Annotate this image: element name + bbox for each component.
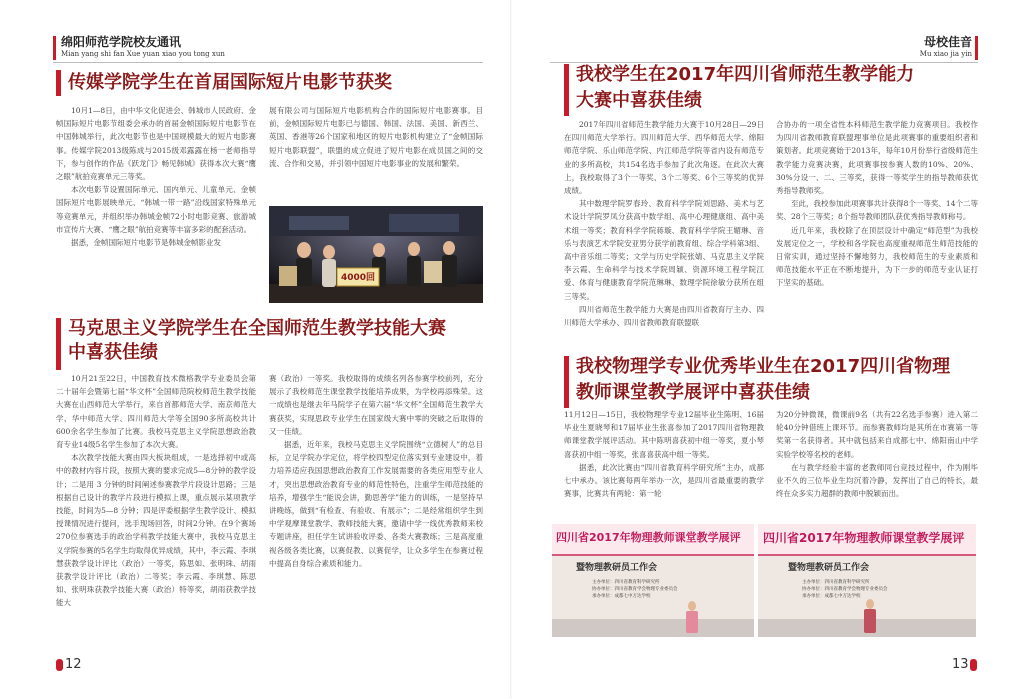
prize-board-text: 4000回 bbox=[340, 273, 376, 283]
article-column bbox=[269, 104, 483, 200]
section-marker bbox=[564, 64, 569, 116]
page-number-marker bbox=[970, 659, 977, 671]
paragraph: 2017年四川省师范生教学能力大赛于10月28日—29日在四川师范大学举行。四川师范大学、西华师范大学、绵阳师范学院、乐山师范学院、内江师范学院等省内设有师范专业的多所高校，共154名选手参加了此次角逐。在此次大赛上，我校取得了3个一等奖、3个二等奖、6个三等奖的优异成绩。 bbox=[564, 120, 764, 196]
banner-organizer: 协办单位：四川省教育学会物理专业委员会 bbox=[802, 587, 888, 592]
banner-organizer: 承办单位：成都七中万达学校 bbox=[592, 594, 651, 599]
header-rule bbox=[53, 62, 483, 63]
banner-organizer: 主办单位：四川省教育科学研究所 bbox=[802, 580, 870, 585]
page-number-marker bbox=[56, 659, 63, 671]
contest-photo-left bbox=[552, 524, 754, 637]
paragraph: 在与教学经验丰富的老教师同台竞技过程中，作为刚毕业不久的三位毕业生均沉着冷静，发挥出了自己的特长，最终在众多实力超群的教师中脱颖而出。 bbox=[776, 462, 978, 499]
article-column bbox=[776, 118, 978, 352]
paragraph: 据悉，此次比赛由“四川省教育科学研究所”主办，成都七中承办。该比赛每两年举办一次，是四川省最重要的教学赛事，比赛共有两轮：第一轮 bbox=[564, 462, 764, 499]
banner-headline: 四川省2017年物理教师课堂教学展评 bbox=[763, 531, 965, 545]
article-title-line2: 教师课堂教学展评中喜获佳绩 bbox=[576, 382, 810, 403]
paragraph: 10月21至22日，中国教育技术微格教学专业委员会第二十届年会暨第七届“华文杯”全国师范院校师范生教学技能大赛在山西师范大学举行，来自首都师范大学、南京师范大学、华中师范大学、四川师范大学等全国90多所高校共计600余名学生参加了比赛。我校马克思主义学院思想政治教育专业14级5名学生参加了本次大赛。 bbox=[56, 374, 256, 450]
article-column bbox=[776, 408, 978, 522]
article-title-line2: 中喜获佳绩 bbox=[68, 342, 158, 363]
paragraph: 赛（政治）一等奖。我校取得的成绩名列各参赛学校前列，充分展示了我校师范生课堂教学技能培养成果，为学校再添殊荣。这一成绩也是继去年马院学子在第六届“华文杯”全国师范生教学大赛获奖，实现思政专业学生在国家级大赛中零的突破之后取得的又一佳绩。 bbox=[269, 374, 483, 436]
banner-organizer: 承办单位：成都七中万达学校 bbox=[802, 594, 861, 599]
section-marker bbox=[564, 356, 569, 408]
paragraph: 为20分钟微课，微课前9名（共有22名选手参赛）进入第二轮40分钟借班上课环节。而参赛教师均是其所在市赛第一等奖第一名获得者。其中就包括来自成都七中、绵阳南山中学实验学校等名校的老师。 bbox=[776, 410, 978, 459]
article-column bbox=[269, 372, 483, 648]
section-subtitle: Mu xiao jia yin bbox=[919, 50, 972, 58]
paragraph: 近几年来，我校除了在顶层设计中确定“师范型”为我校发展定位之一，学校和各学院也高度重视师范生师范技能的日常实训，通过坚持不懈地努力，我校师范生的专业素质和师范技能水平正在不断地提升，为下一步的师范专业认证打下坚实的基础。 bbox=[776, 225, 978, 288]
paragraph: 至此，我校参加此项赛事共计获得8个一等奖、14个二等奖、28个三等奖；8个指导教师团队获优秀指导教师称号。 bbox=[776, 199, 978, 222]
paragraph: 11月12日—15日，我校物理学专业12届毕业生陈明、16届毕业生夏晓琴和17届毕业生张喜参加了2017四川省物理教师课堂教学展评活动。其中陈明喜获初中组一等奖，夏小琴喜获初中组一等奖，张喜喜获高中组一等奖。 bbox=[564, 410, 764, 459]
banner-organizer: 主办单位：四川省教育科学研究所 bbox=[592, 580, 660, 585]
contest-photo-right bbox=[758, 524, 976, 637]
article-title-line2: 大赛中喜获佳绩 bbox=[576, 90, 702, 111]
paragraph: 其中数理学院罗春玲、教育科学学院刘思路、美术与艺术设计学院罗凤分获高中数学组、高中心理健康组、高中美术组一等奖；教育科学学院蒋璇、教育科学学院王媚琳、音乐与表演艺术学院安亚男分获学前教育组、综合学科第3组、高中音乐组二等奖；文学与历史学院张婧、马克思主义学院李云霞、生命科学与技术学院周颖、资源环境工程学院江爱、体育与健康教育学院范琳琳、数理学院徐敏分获所在组三等奖。 bbox=[564, 199, 764, 301]
section-title: 母校佳音 bbox=[923, 35, 972, 49]
page-number: 13 bbox=[952, 657, 969, 672]
award-ceremony-photo bbox=[269, 206, 483, 303]
article-column bbox=[56, 372, 256, 648]
paragraph: 据悉，金帧国际短片电影节是韩城金帧影业发 bbox=[71, 238, 221, 248]
article-title-line1: 马克思主义学院学生在全国师范生教学技能大赛 bbox=[68, 318, 446, 339]
paragraph: 据悉，近年来，我校马克思主义学院围绕“立德树人”的总目标，立足学院办学定位，将学校四型定位落实到专业建设中，着力培养适应我国思想政治教育工作发展需要的各类应用型专业人才，突出思想政治教育专业的师范性特色，注重学生师范技能的培养，增强学生“能说会讲，勤思善学”能力的训练，一是坚持早讲晚练，做到“有检查、有验收、有展示”；二是经常组织学生到中学观摩课堂教学、教师技能大赛，邀请中学一线优秀教师来校专题讲座，担任学生试讲验收评委、各类大赛教练；三是高度重视各级各类比赛，以赛促教、以赛促学，让众多学生在参赛过程中提高自身综合素质和能力。 bbox=[269, 440, 483, 568]
paragraph: 合协办的一项全省性本科师范生教学能力竞赛项目。我校作为四川省教师教育联盟理事单位是此项赛事的重要组织者和策划者。此项竞赛始于2013年，每年10月份举行省级师范生教学能力竞赛决赛，此项赛事按参赛人数的10%、20%、30%分设一、二、三等奖，获得一等奖学生的指导教师获优秀指导教师奖。 bbox=[776, 120, 978, 196]
article-title-line1: 我校学生在2017年四川省师范生教学能力 bbox=[576, 64, 915, 85]
award-photo-image bbox=[269, 206, 483, 303]
banner-headline: 四川省2017年物理教师课堂教学展评 bbox=[556, 531, 741, 544]
paragraph: 四川省师范生教学能力大赛是由四川省教育厅主办、四川师范大学承办、四川省教师教育联盟联 bbox=[564, 304, 764, 328]
banner-subline: 暨物理教研员工作会 bbox=[576, 563, 658, 573]
article-column bbox=[564, 408, 764, 522]
article-title: 传媒学院学生在首届国际短片电影节获奖 bbox=[68, 72, 392, 93]
paragraph: 本次教学技能大赛由四大板块组成，一是选择初中或高中的教材内容片段，按照大赛的要求完成5—8分钟的教学设计；二是用 3 分钟的时间阐述参赛教学片段设计思路；三是根据自己设计的教学片段进行模拟上课，重点展示某项教学技能，时间为5—8 分钟；四是评委根据学生教学设计、模拟授课情况进行提问，选手现场回答，时间2分钟。在9个赛场270位参赛选手的政治学科教学技能大赛中，我校马克思主义学院参赛的5名学生均取得优异成绩，其中，李云霞、李琪慧获教学设计评比（政治）一等奖，陈思如、张明珠、胡雨获教学设计评比（政治）二等奖；李云霞、李琪慧、陈思如、张明珠获教学技能大赛（政治）特等奖，胡雨获教学技能大 bbox=[56, 453, 256, 608]
paragraph: 展有限公司与国际短片电影机构合作的国际短片电影赛事。目前，金帧国际短片电影已与德国、韩国、法国、美国、新西兰、英国、香港等26个国家和地区的短片电影机构建立了“金帧国际短片电影联盟”，联盟的成立促进了短片电影在成员国之间的交流、合作和交易，并引领中国短片电影事业的发展和繁荣。 bbox=[269, 106, 483, 168]
banner-subline: 暨物理教研员工作会 bbox=[788, 563, 870, 573]
paragraph: 本次电影节设置国际单元、国内单元、儿童单元、金帧国际短片电影展映单元、“韩城一带一路”沿线国家特殊单元等竞赛单元，并组织举办韩城金帧72小时电影竞赛、旅游城市宣传片大赛、“鹰之眼”航拍竞赛等丰富多彩的配套活动。 bbox=[56, 185, 256, 234]
header-accent-bar bbox=[975, 36, 978, 60]
header-accent-bar bbox=[53, 36, 56, 60]
magazine-subtitle: Mian yang shi fan Xue yuan xiao you tong xun bbox=[61, 50, 225, 58]
right-page bbox=[512, 0, 1024, 699]
banner-organizer: 协办单位：四川省教育学会物理专业委员会 bbox=[592, 587, 678, 592]
article-column bbox=[564, 118, 764, 352]
section-marker bbox=[56, 70, 61, 96]
paragraph: 10月1—8日，由中华文化促进会、韩城市人民政府、金帧国际短片电影节组委会承办的首届金帧国际短片电影节在中国韩城举行，此次电影节也是中国规模最大的短片电影赛事。传媒学院2013级陈成与2015级邓露露在杨一老师指导下，参与创作的作品《跃龙门》畅见韩城》获得本次大赛“鹰之眼”航拍竞赛单元三等奖。 bbox=[56, 106, 256, 182]
article-title-line1: 我校物理学专业优秀毕业生在2017四川省物理 bbox=[576, 356, 951, 377]
section-marker bbox=[56, 318, 61, 370]
page-number: 12 bbox=[65, 657, 82, 672]
article-column bbox=[56, 104, 256, 296]
magazine-title: 绵阳师范学院校友通讯 bbox=[61, 35, 182, 49]
